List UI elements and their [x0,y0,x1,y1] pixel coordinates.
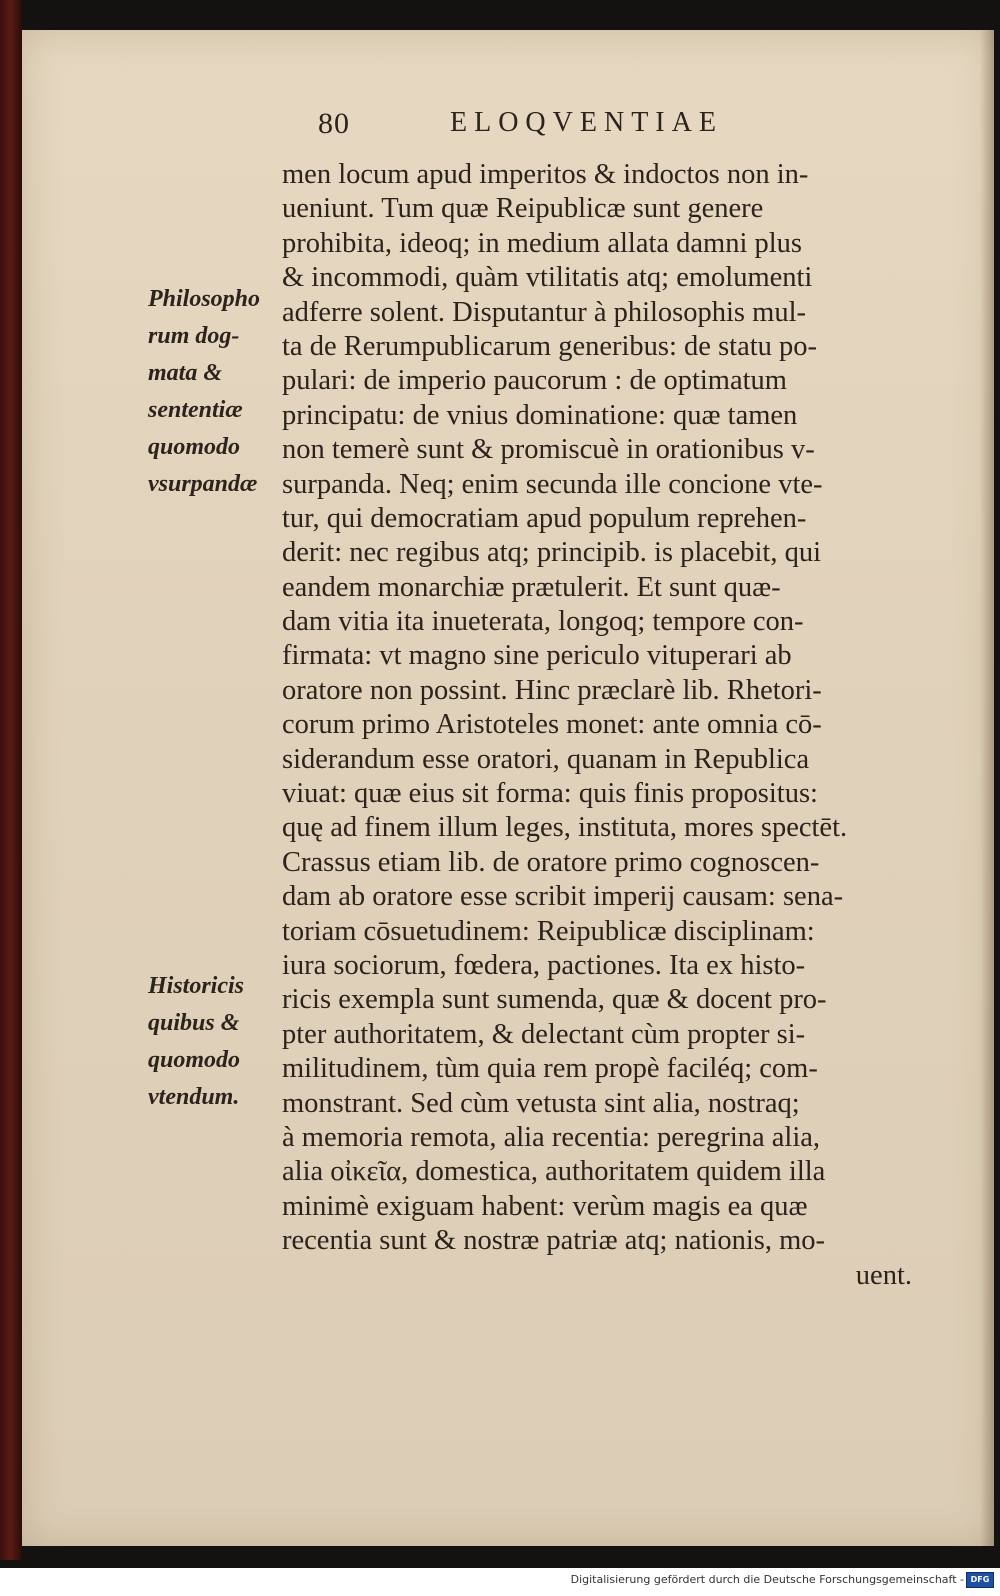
text-line: ricis exempla sunt sumenda, quæ & docent pro- [282,984,827,1016]
text-line: recentia sunt & nostræ patriæ atq; nationis, mo- [282,1225,825,1257]
text-line: & incommodi, quàm vtilitatis atq; emolumenti [282,262,813,294]
text-line: tur, qui democratiam apud populum reprehen- [282,502,807,534]
text-line: militudinem, tùm quia rem propè faciléq; com- [282,1053,818,1085]
text-line: men locum apud imperitos & indoctos non in- [282,159,809,190]
margin-note-line: mata & [148,360,223,386]
text-line: minimè exiguam habent: verùm magis ea quæ [282,1190,808,1222]
text-line: alia οἰκεῖα, domestica, authoritatem quidem illa [282,1156,826,1188]
margin-note-line: quomodo [148,434,241,460]
margin-note-historians [148,968,278,1116]
text-line: dam ab oratore esse scribit imperij causam: sena- [282,881,844,913]
page-edge-shadow [980,30,994,1546]
digitization-footer [0,1568,1000,1596]
margin-note-line: quibus & [148,1010,240,1036]
margin-note-line: quomodo [148,1047,241,1073]
text-line: eandem monarchiæ prætulerit. Et sunt quæ- [282,571,781,603]
cover-spine-edge [0,0,22,1560]
text-line: pter authoritatem, & delectant cùm propter si- [282,1018,806,1050]
margin-note-philosophers [148,281,278,503]
text-line: principatu: de vnius dominatione: quæ tamen [282,399,798,431]
text-line: derit: nec regibus atq; principib. is placebit, qui [282,537,821,569]
text-line: firmata: vt magno sine periculo vituperari ab [282,640,792,672]
text-line: siderandum esse oratori, quanam in Republica [282,743,810,775]
text-line: ueniunt. Tum quæ Reipublicæ sunt genere [282,193,764,225]
margin-note-line: rum dog- [148,323,240,349]
text-line: Crassus etiam lib. de oratore primo cognoscen- [282,846,820,878]
margin-note-line: Historicis [148,973,245,999]
margin-note-line: sententiæ [148,397,243,423]
text-line: oratore non possint. Hinc præclarè lib. Rhetori- [282,674,822,706]
main-text-block [282,158,962,1293]
running-head-title: ELOQVENTIAE [450,107,723,138]
text-line: surpanda. Neq; enim secunda ille concione vte- [282,468,823,500]
text-line: ta de Rerumpublicarum generibus: de statu po- [282,330,818,362]
margin-note-line: vtendum. [148,1084,240,1110]
text-line: corum primo Aristoteles monet: ante omnia cō- [282,709,822,741]
text-line: iura sociorum, fœdera, pactiones. Ita ex histo- [282,949,806,981]
margin-note-line: Philosopho [148,286,261,312]
running-head [0,107,1000,147]
text-line: quę ad finem illum leges, instituta, mores spectēt. [282,812,848,844]
dfg-logo: DFG [966,1572,994,1588]
text-line: monstrant. Sed cùm vetusta sint alia, nostraq; [282,1087,800,1119]
page-number: 80 [318,107,350,140]
catchword: uent. [855,1259,912,1291]
text-line: non temerè sunt & promiscuè in orationibus v- [282,434,815,466]
funding-credit: Digitalisierung gefördert durch die Deutsche Forschungsgemeinschaft - [570,1573,964,1586]
text-line: à memoria remota, alia recentia: peregrina alia, [282,1121,821,1153]
text-line: dam vitia ita inueterata, longoq; tempore con- [282,606,804,638]
text-line: pulari: de imperio paucorum : de optimatum [282,365,787,397]
text-line: toriam cōsuetudinem: Reipublicæ disciplinam: [282,915,815,947]
margin-note-line: vsurpandæ [148,471,258,497]
text-line: viuat: quæ eius sit forma: quis finis propositus: [282,778,818,810]
text-line: adferre solent. Disputantur à philosophis mul- [282,296,806,328]
text-line: prohibita, ideoq; in medium allata damni plus [282,227,803,259]
